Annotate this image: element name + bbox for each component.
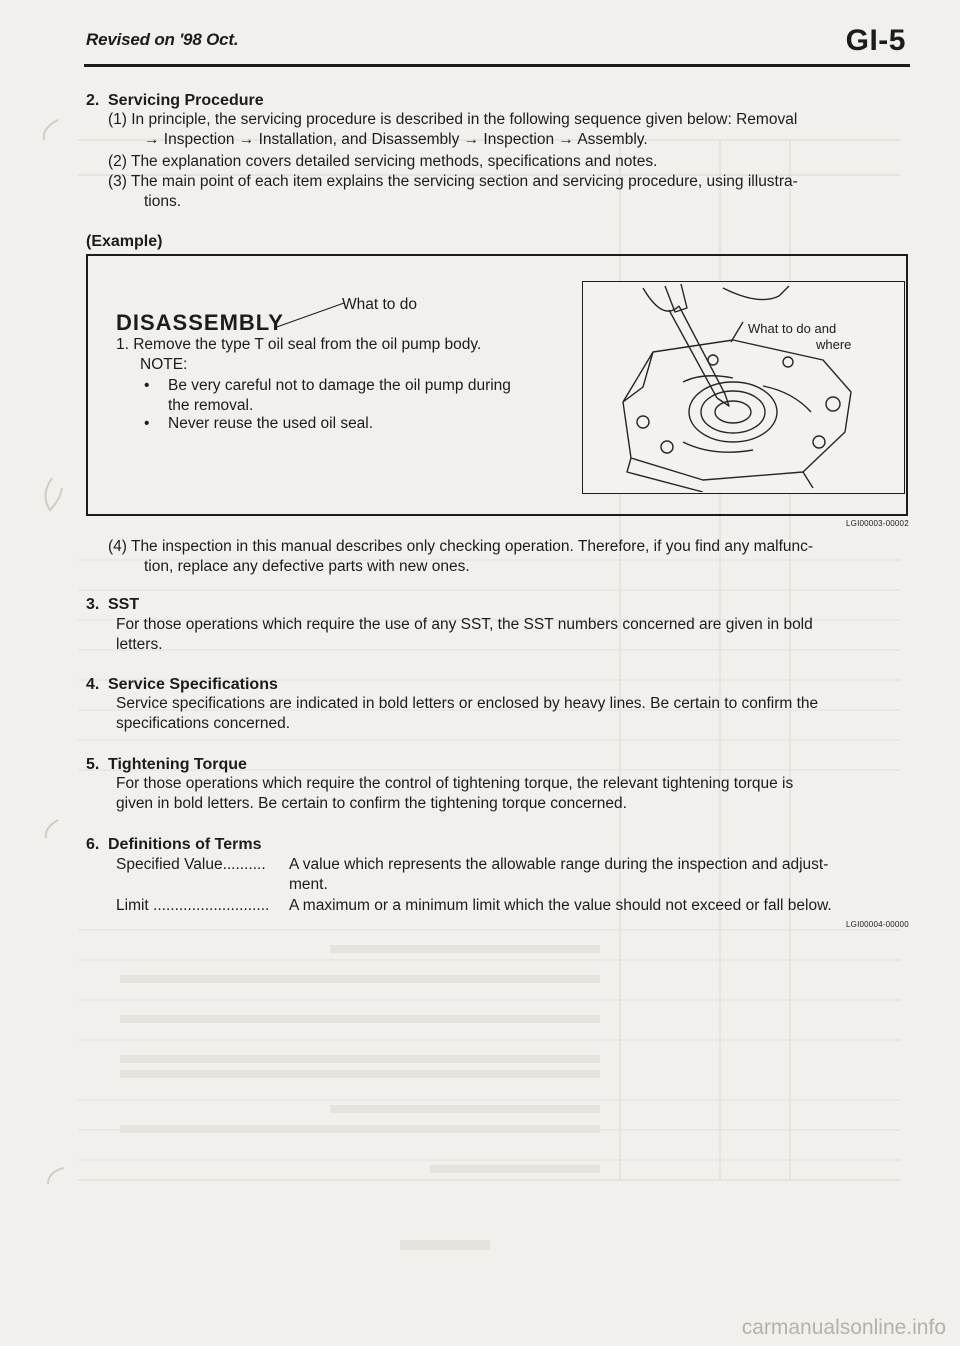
section-title: Definitions of Terms: [108, 836, 262, 853]
bullet-text: Never reuse the used oil seal.: [168, 415, 374, 432]
tightening-torque-text-line-1: For those operations which require the control of tightening torque, the relevant tightening torque is: [116, 775, 794, 792]
what-to-do-callout: What to do: [342, 296, 417, 313]
tightening-torque-text-line-2: given in bold letters. Be certain to confirm the tightening torque concerned.: [116, 795, 627, 812]
what-to-do-and-where-callout: [748, 321, 851, 353]
section-title: Servicing Procedure: [108, 92, 264, 109]
bullet-text: Be very careful not to damage the oil pump during: [168, 377, 511, 394]
what-to-do-leader-line: [272, 300, 352, 330]
section-number: 4.: [86, 676, 100, 693]
procedure-item-3-line-1: (3) The main point of each item explains the servicing section and servicing procedure, using illustra-: [108, 173, 798, 190]
definitions-figure-id: LGI00004-00000: [846, 920, 909, 929]
definition-specified-value-line-2: ment.: [289, 876, 328, 893]
procedure-item-4-line-2: tion, replace any defective parts with new ones.: [144, 558, 470, 575]
term-specified-value: Specified Value..........: [116, 856, 266, 873]
example-bullet-1-line-1: • Be very careful not to damage the oil pump during: [144, 377, 511, 394]
callout-line-2: where: [816, 337, 852, 352]
example-label: (Example): [86, 233, 163, 250]
section-title: Tightening Torque: [108, 756, 247, 773]
section-definitions-heading: [86, 836, 262, 854]
example-bullet-2: • Never reuse the used oil seal.: [144, 415, 374, 432]
procedure-item-1-line-1: (1) In principle, the servicing procedure is described in the following sequence given below: Removal: [108, 111, 798, 128]
section-number: 5.: [86, 756, 100, 773]
oil-pump-illustration: [582, 281, 905, 494]
section-servicing-procedure-heading: [86, 92, 264, 110]
service-specs-text-line-2: specifications concerned.: [116, 715, 291, 732]
section-tightening-torque-heading: [86, 756, 247, 774]
procedure-item-3-line-2: tions.: [144, 193, 182, 210]
revision-note: Revised on '98 Oct.: [86, 30, 239, 49]
definition-specified-value-line-1: A value which represents the allowable range during the inspection and adjust-: [289, 856, 829, 873]
watermark: carmanualsonline.info: [741, 1316, 946, 1339]
procedure-item-1-line-2: → Inspection → Installation, and Disassembly → Inspection → Assembly.: [144, 131, 648, 148]
section-number: 2.: [86, 92, 100, 109]
sst-text-line-2: letters.: [116, 636, 163, 653]
example-step-1: 1. Remove the type T oil seal from the oil pump body.: [116, 336, 482, 353]
section-title: Service Specifications: [108, 676, 278, 693]
sst-text-line-1: For those operations which require the use of any SST, the SST numbers concerned are given in bold: [116, 616, 813, 633]
section-number: 6.: [86, 836, 100, 853]
example-figure-id: LGI00003-00002: [846, 519, 909, 528]
callout-line-1: What to do and: [748, 321, 837, 336]
example-bullet-1-line-2: the removal.: [168, 397, 254, 414]
section-number: 3.: [86, 596, 100, 613]
header-rule: [84, 64, 910, 67]
oil-pump-drawing: [583, 282, 903, 492]
service-specs-text-line-1: Service specifications are indicated in bold letters or enclosed by heavy lines. Be certain to confirm the: [116, 695, 819, 712]
disassembly-title: DISASSEMBLY: [116, 310, 284, 335]
section-sst-heading: [86, 596, 139, 614]
procedure-item-4-line-1: (4) The inspection in this manual describes only checking operation. Therefore, if you find any malfunc-: [108, 538, 814, 555]
section-service-specifications-heading: [86, 676, 278, 694]
example-note-label: NOTE:: [140, 356, 188, 373]
definition-limit: A maximum or a minimum limit which the value should not exceed or fall below.: [289, 897, 832, 914]
page-id: GI-5: [845, 24, 906, 57]
section-title: SST: [108, 596, 140, 613]
term-limit: Limit ...........................: [116, 897, 270, 914]
procedure-item-2: (2) The explanation covers detailed servicing methods, specifications and notes.: [108, 153, 658, 170]
